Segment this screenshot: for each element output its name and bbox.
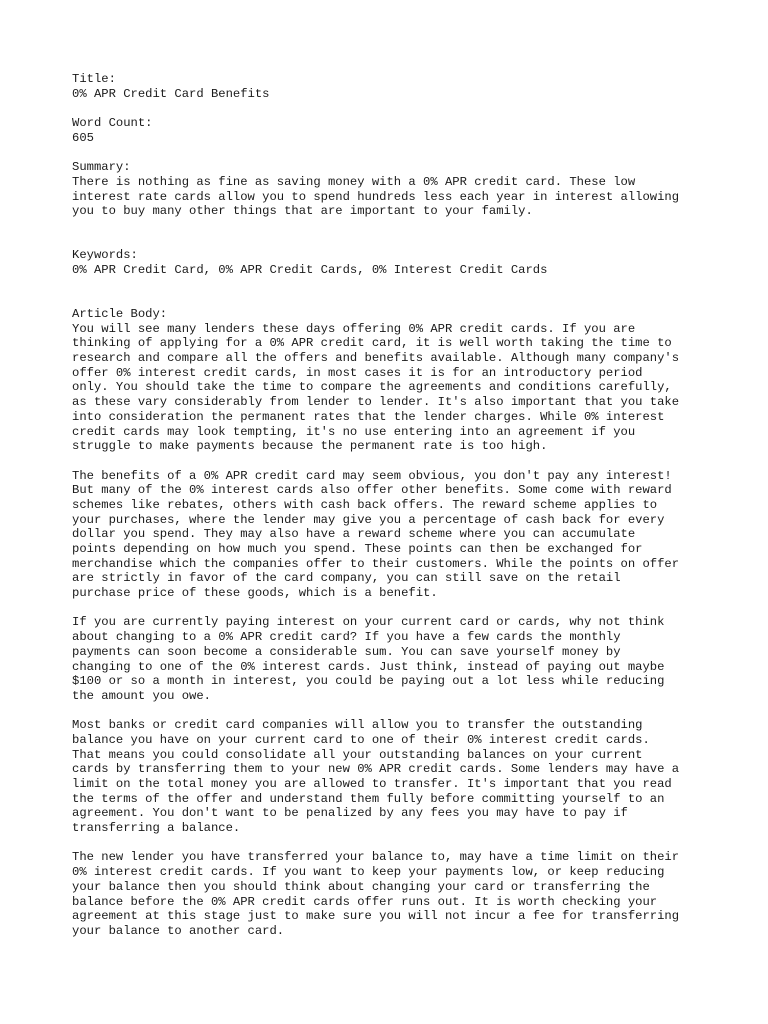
summary-line: interest rate cards allow you to spend hundreds less each year in interest allowing <box>72 189 680 204</box>
paragraph-line: You will see many lenders these days offering 0% APR credit cards. If you are <box>72 321 636 336</box>
paragraph-line: The new lender you have transferred your balance to, may have a time limit on their <box>72 850 680 865</box>
paragraph-line: transferring a balance. <box>72 821 241 836</box>
paragraph-line: 0% interest credit cards. If you want to keep your payments low, or keep reducing <box>72 865 665 880</box>
keywords-label: Keywords: <box>72 248 138 263</box>
paragraph-line: Most banks or credit card companies will allow you to transfer the outstanding <box>72 718 643 733</box>
paragraph-line: The benefits of a 0% APR credit card may seem obvious, you don't pay any interest! <box>72 468 672 483</box>
paragraph-line: the amount you owe. <box>72 688 211 703</box>
title-value: 0% APR Credit Card Benefits <box>72 86 270 101</box>
document-page <box>72 72 712 939</box>
article-label: Article Body: <box>72 307 168 321</box>
summary-line: you to buy many other things that are important to your family. <box>72 204 533 219</box>
paragraph-line: dollar you spend. They may also have a reward scheme where you can accumulate <box>72 527 636 542</box>
summary-line: There is nothing as fine as saving money with a 0% APR credit card. These low <box>72 174 636 189</box>
summary-label: Summary: <box>72 160 131 175</box>
article-section <box>72 307 712 939</box>
word-count-section <box>72 116 712 145</box>
paragraph-line: merchandise which the companies offer to their customers. While the points on offer <box>72 556 680 571</box>
paragraph-line: credit cards may look tempting, it's no use entering into an agreement if you <box>72 424 636 439</box>
paragraph-line: only. You should take the time to compare the agreements and conditions carefully, <box>72 380 672 395</box>
article-paragraph <box>72 718 712 836</box>
paragraph-line: your balance to another card. <box>72 923 285 938</box>
title-section <box>72 72 712 101</box>
keywords-section <box>72 248 712 277</box>
paragraph-line: your balance then you should think about changing your card or transferring the <box>72 879 650 894</box>
paragraph-line: changing to one of the 0% interest cards. Just think, instead of paying out maybe <box>72 659 665 674</box>
paragraph-line: limit on the total money you are allowed to transfer. It's important that you read <box>72 777 672 791</box>
paragraph-line: purchase price of these goods, which is a benefit. <box>72 586 438 601</box>
paragraph-line: $100 or so a month in interest, you could be paying out a lot less while reducing <box>72 674 665 689</box>
paragraph-line: schemes like rebates, others with cash back offers. The reward scheme applies to <box>72 497 658 512</box>
paragraph-line: thinking of applying for a 0% APR credit card, it is well worth taking the time to <box>72 336 672 351</box>
paragraph-line: offer 0% interest credit cards, in most cases it is for an introductory period <box>72 365 643 380</box>
word-count-label: Word Count: <box>72 116 153 131</box>
paragraph-line: are strictly in favor of the card company, you can still save on the retail <box>72 571 621 586</box>
paragraph-line: That means you could consolidate all your outstanding balances on your current <box>72 747 643 762</box>
paragraph-line: agreement. You don't want to be penalized by any fees you may have to pay if <box>72 806 628 821</box>
paragraph-line: points depending on how much you spend. These points can then be exchanged for <box>72 542 643 556</box>
paragraph-line: cards by transferring them to your new 0% APR credit cards. Some lenders may have a <box>72 762 680 777</box>
paragraph-line: balance you have on your current card to one of their 0% interest credit cards. <box>72 732 650 747</box>
paragraph-line: If you are currently paying interest on your current card or cards, why not think <box>72 615 665 630</box>
paragraph-line: your purchases, where the lender may give you a percentage of cash back for every <box>72 512 665 527</box>
keywords-value: 0% APR Credit Card, 0% APR Credit Cards, 0% Interest Credit Cards <box>72 262 548 277</box>
paragraph-line: as these vary considerably from lender to lender. It's also important that you take <box>72 395 680 410</box>
article-paragraph <box>72 850 712 938</box>
paragraph-line: the terms of the offer and understand them fully before committing yourself to an <box>72 791 665 806</box>
paragraph-line: about changing to a 0% APR credit card? If you have a few cards the monthly <box>72 630 621 645</box>
summary-section <box>72 160 712 219</box>
paragraph-line: agreement at this stage just to make sure you will not incur a fee for transferring <box>72 909 680 924</box>
paragraph-line: into consideration the permanent rates that the lender charges. While 0% interest <box>72 409 665 424</box>
paragraph-line: research and compare all the offers and benefits available. Although many company's <box>72 351 680 366</box>
article-paragraph <box>72 615 712 703</box>
article-paragraph <box>72 322 712 454</box>
article-paragraph <box>72 469 712 601</box>
word-count-value: 605 <box>72 130 94 145</box>
paragraph-line: balance before the 0% APR credit cards offer runs out. It is worth checking your <box>72 894 658 909</box>
title-label: Title: <box>72 72 116 86</box>
paragraph-line: But many of the 0% interest cards also offer other benefits. Some come with reward <box>72 483 672 498</box>
paragraph-line: struggle to make payments because the permanent rate is too high. <box>72 439 548 454</box>
paragraph-line: payments can soon become a considerable sum. You can save yourself money by <box>72 644 621 659</box>
